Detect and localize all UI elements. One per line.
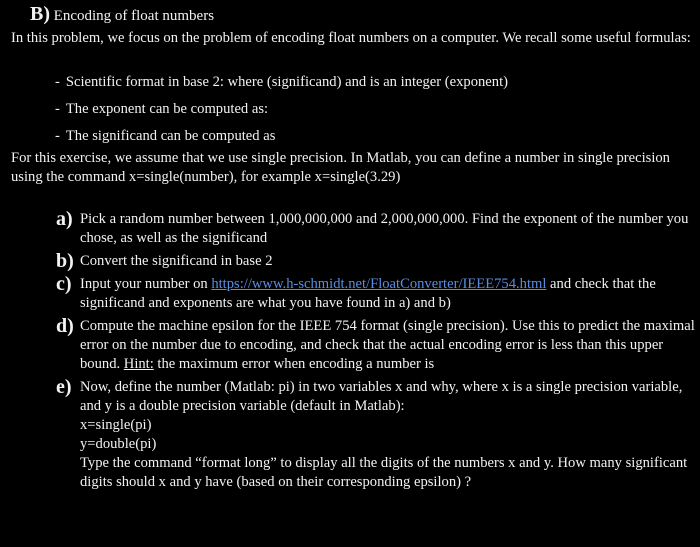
question-text bbox=[80, 275, 696, 313]
question-letter: b) bbox=[56, 250, 74, 272]
assumption-paragraph: For this exercise, we assume that we use single precision. In Matlab, you can define a number in single precision using the command x=single(number), for example x=single(3.29) bbox=[11, 150, 670, 185]
section-letter: B) bbox=[30, 3, 50, 25]
intro-paragraph: In this problem, we focus on the problem of encoding float numbers on a computer. We recall some useful formulas: bbox=[11, 30, 691, 46]
question-text bbox=[80, 317, 696, 374]
question-text bbox=[80, 378, 696, 492]
question-list bbox=[56, 210, 696, 496]
hint-text: the maximum error when encoding a number is bbox=[153, 356, 435, 372]
section-title: Encoding of float numbers bbox=[53, 8, 215, 24]
bullet-dash: - bbox=[55, 101, 60, 117]
question-followup-text: Type the command “format long” to display all the digits of the numbers x and y. How many significant digits should x and y have (based on their corresponding epsilon) ? bbox=[80, 455, 688, 490]
formula-item-significand bbox=[55, 123, 685, 150]
formula-text: The significand can be computed as bbox=[65, 128, 276, 144]
question-text-after-link: and check that the significand and exponents are what you have found in a) and b) bbox=[80, 276, 656, 311]
question-main-text: Compute the machine epsilon for the IEEE 754 format (single precision). Use this to predict the maximal error on the number due to encoding, and check that the actual encoding error is less than this upper bound. bbox=[80, 318, 695, 372]
question-main-text: Now, define the number (Matlab: pi) in two variables x and why, where x is a single precision variable, and y is a double precision variable (default in Matlab): bbox=[80, 379, 683, 414]
question-letter: e) bbox=[56, 376, 72, 398]
bullet-dash: - bbox=[55, 128, 60, 144]
question-d bbox=[56, 317, 696, 374]
question-b bbox=[56, 252, 696, 271]
code-line-y: y=double(pi) bbox=[80, 436, 157, 452]
code-line-x: x=single(pi) bbox=[80, 417, 152, 433]
hint-label: Hint: bbox=[123, 356, 154, 372]
question-letter: c) bbox=[56, 273, 72, 295]
question-letter: a) bbox=[56, 208, 73, 230]
question-letter: d) bbox=[56, 315, 74, 337]
formula-list bbox=[55, 69, 685, 150]
formula-item-exponent bbox=[55, 96, 685, 123]
question-text: Pick a random number between 1,000,000,000 and 2,000,000,000. Find the exponent of the number you chose, as well as the significand bbox=[80, 211, 689, 246]
formula-text: Scientific format in base 2: where (significand) and is an integer (exponent) bbox=[65, 74, 508, 90]
section-heading bbox=[30, 5, 214, 26]
question-a bbox=[56, 210, 696, 248]
formula-text: The exponent can be computed as: bbox=[65, 101, 269, 117]
formula-item-scientific-format bbox=[55, 69, 685, 96]
bullet-dash: - bbox=[55, 74, 60, 90]
question-c bbox=[56, 275, 696, 313]
question-e bbox=[56, 378, 696, 492]
float-converter-link[interactable]: https://www.h-schmidt.net/FloatConverter/IEEE754.html bbox=[211, 276, 547, 292]
question-text: Convert the significand in base 2 bbox=[80, 253, 273, 269]
question-text-before-link: Input your number on bbox=[80, 276, 212, 292]
